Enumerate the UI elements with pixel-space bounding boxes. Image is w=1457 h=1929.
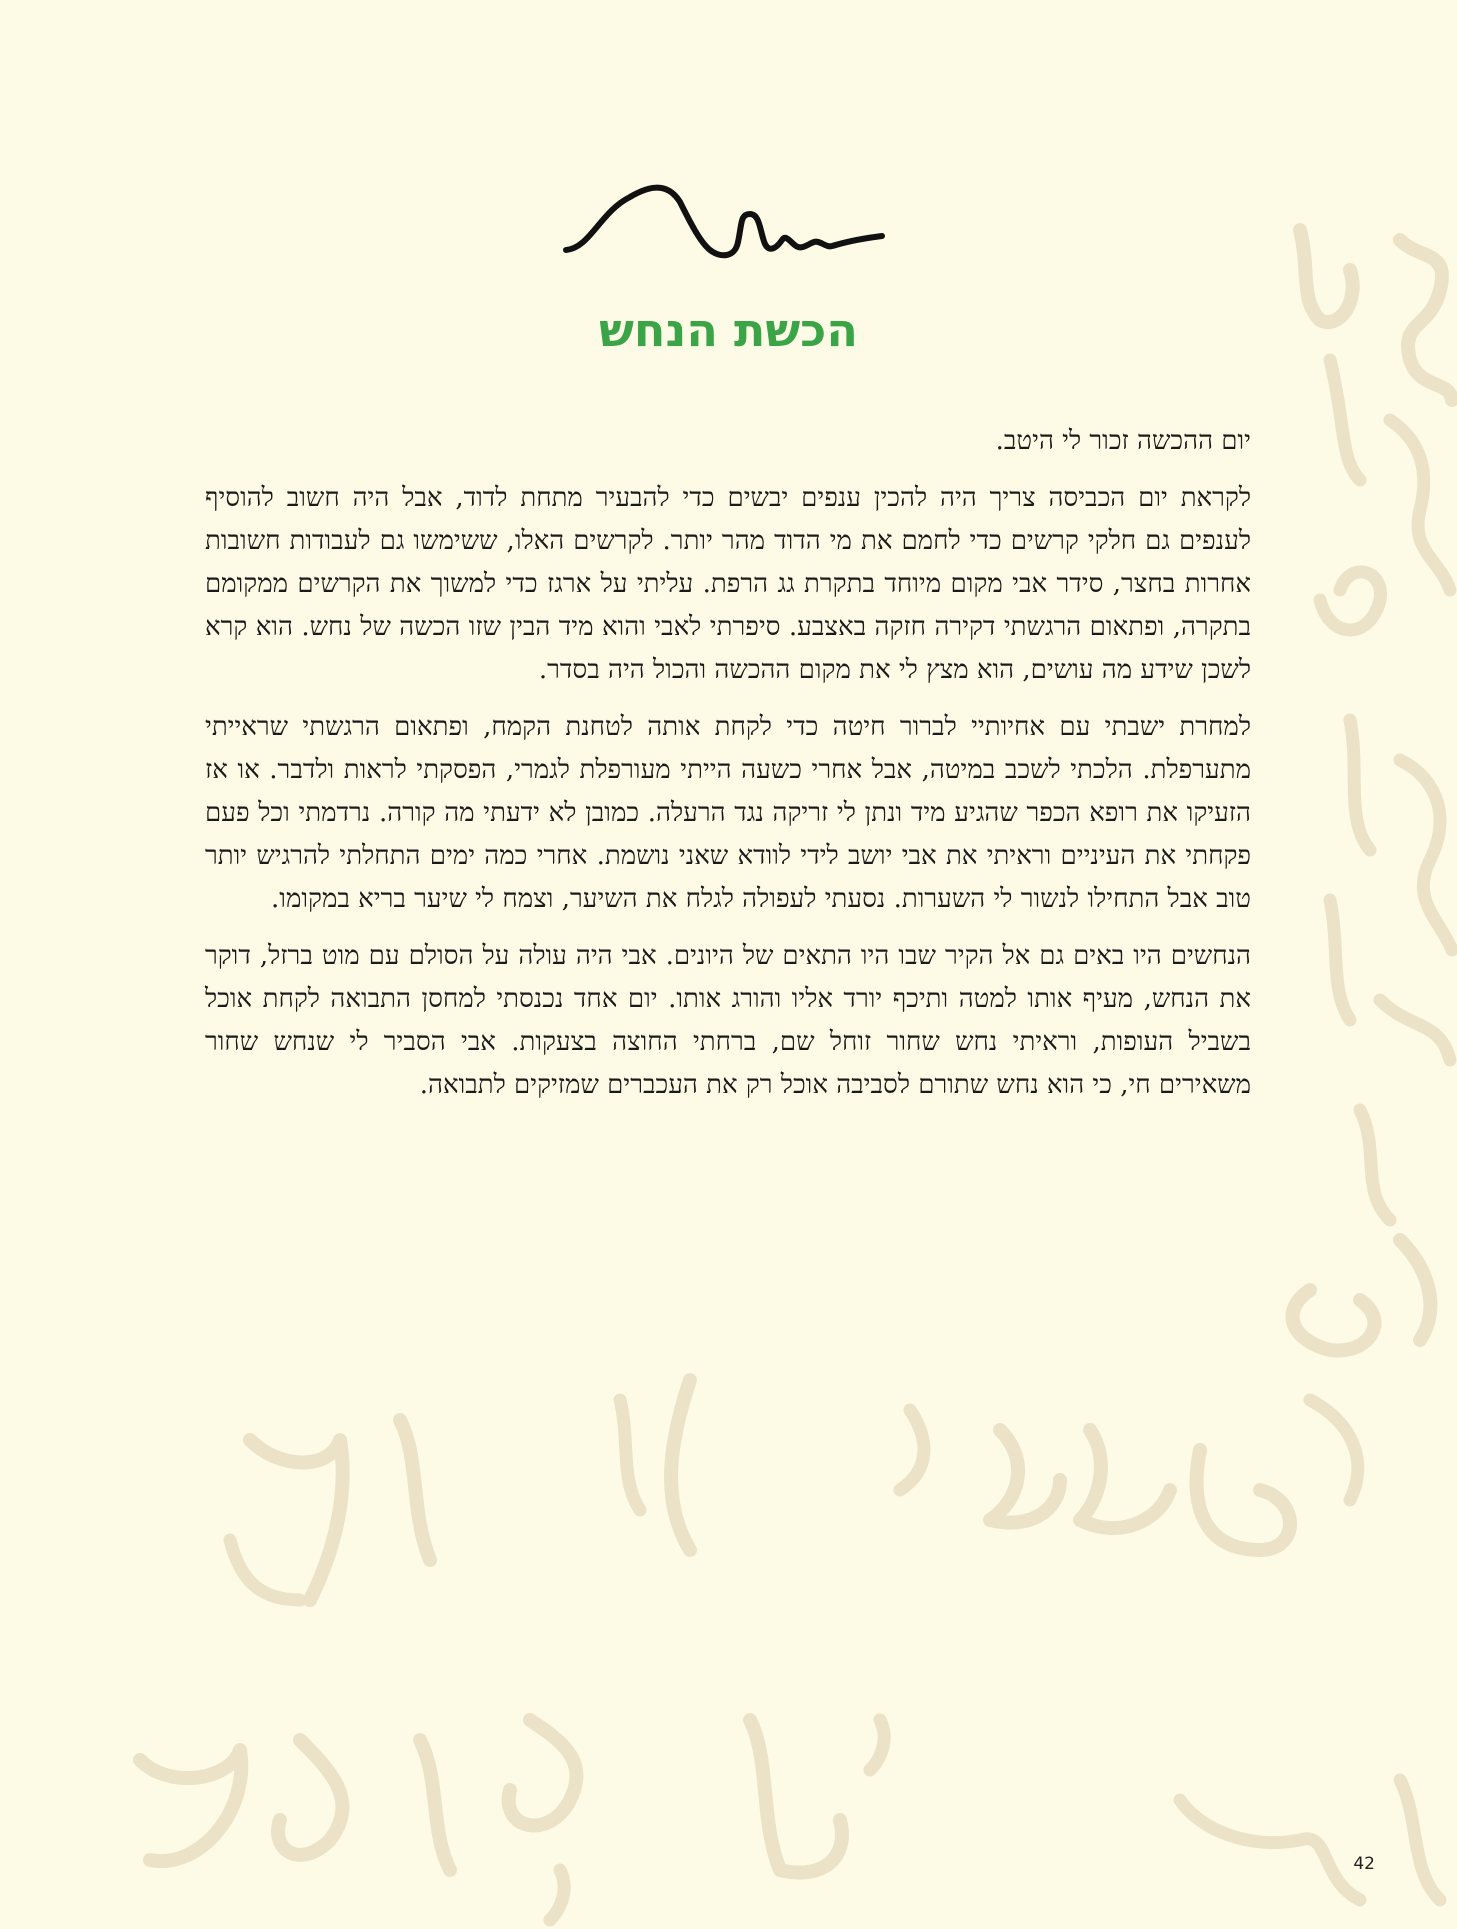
paragraph: למחרת ישבתי עם אחיותיי לברור חיטה כדי לקחת אותה לטחנת הקמח, ופתאום הרגשתי שראייתי מתערפלת. הלכתי לשכב במיטה, אבל אחרי כשעה הייתי מעורפלת לגמרי, הפסקתי לראות ולדבר. או אז הזעיקו את רופא הכפר שהגיע מיד ונתן לי זריקה נגד הרעלה. כמובן לא ידעתי מה קורה. נרדמתי וכל פעם פקחתי את העיניים וראיתי את אבי יושב לידי לוודא שאני נושמת. אחרי כמה ימים התחלתי להרגיש יותר טוב אבל התחילו לנשור לי השערות. נסעתי לעפולה לגלח את השיער, וצמח לי שיער בריא במקומו. [205, 712, 1251, 914]
chapter-title: הכשת הנחש [599, 303, 858, 357]
page-number: 42 [1353, 1854, 1375, 1874]
paragraph: לקראת יום הכביסה צריך היה להכין ענפים יבשים כדי להבעיר מתחת לדוד, אבל היה חשוב להוסיף לענפים גם חלקי קרשים כדי לחמם את מי הדוד מהר יותר. לקרשים האלו, ששימשו גם לעבודות חשובות אחרות בחצר, סידר אבי מקום מיוחד בתקרת גג הרפת. עליתי על ארגז כדי למשוך את הקרשים ממקומם בתקרה, ופתאום הרגשתי דקירה חזקה באצבע. סיפרתי לאבי והוא מיד הבין שזו הכשה של נחש. הוא קרא לשכן שידע מה עושים, הוא מצץ לי את מקום ההכשה והכול היה בסדר. [205, 483, 1251, 685]
paragraph: יום ההכשה זכור לי היטב. [995, 426, 1251, 456]
body-text [205, 420, 1251, 1121]
snake-line-icon [560, 172, 890, 272]
paragraph: הנחשים היו באים גם אל הקיר שבו היו התאים של היונים. אבי היה עולה על הסולם עם מוט ברזל, דוקר את הנחש, מעיף אותו למטה ותיכף יורד אליו והורג אותו. יום אחד נכנסתי למחסן התבואה לקחת אוכל בשביל העופות, וראיתי נחש שחור זוחל שם, ברחתי החוצה בצעקות. אבי הסביר לי שנחש שחור משאירים חי, כי הוא נחש שתורם לסביבה אוכל רק את העכברים שמזיקים לתבואה. [205, 941, 1251, 1100]
